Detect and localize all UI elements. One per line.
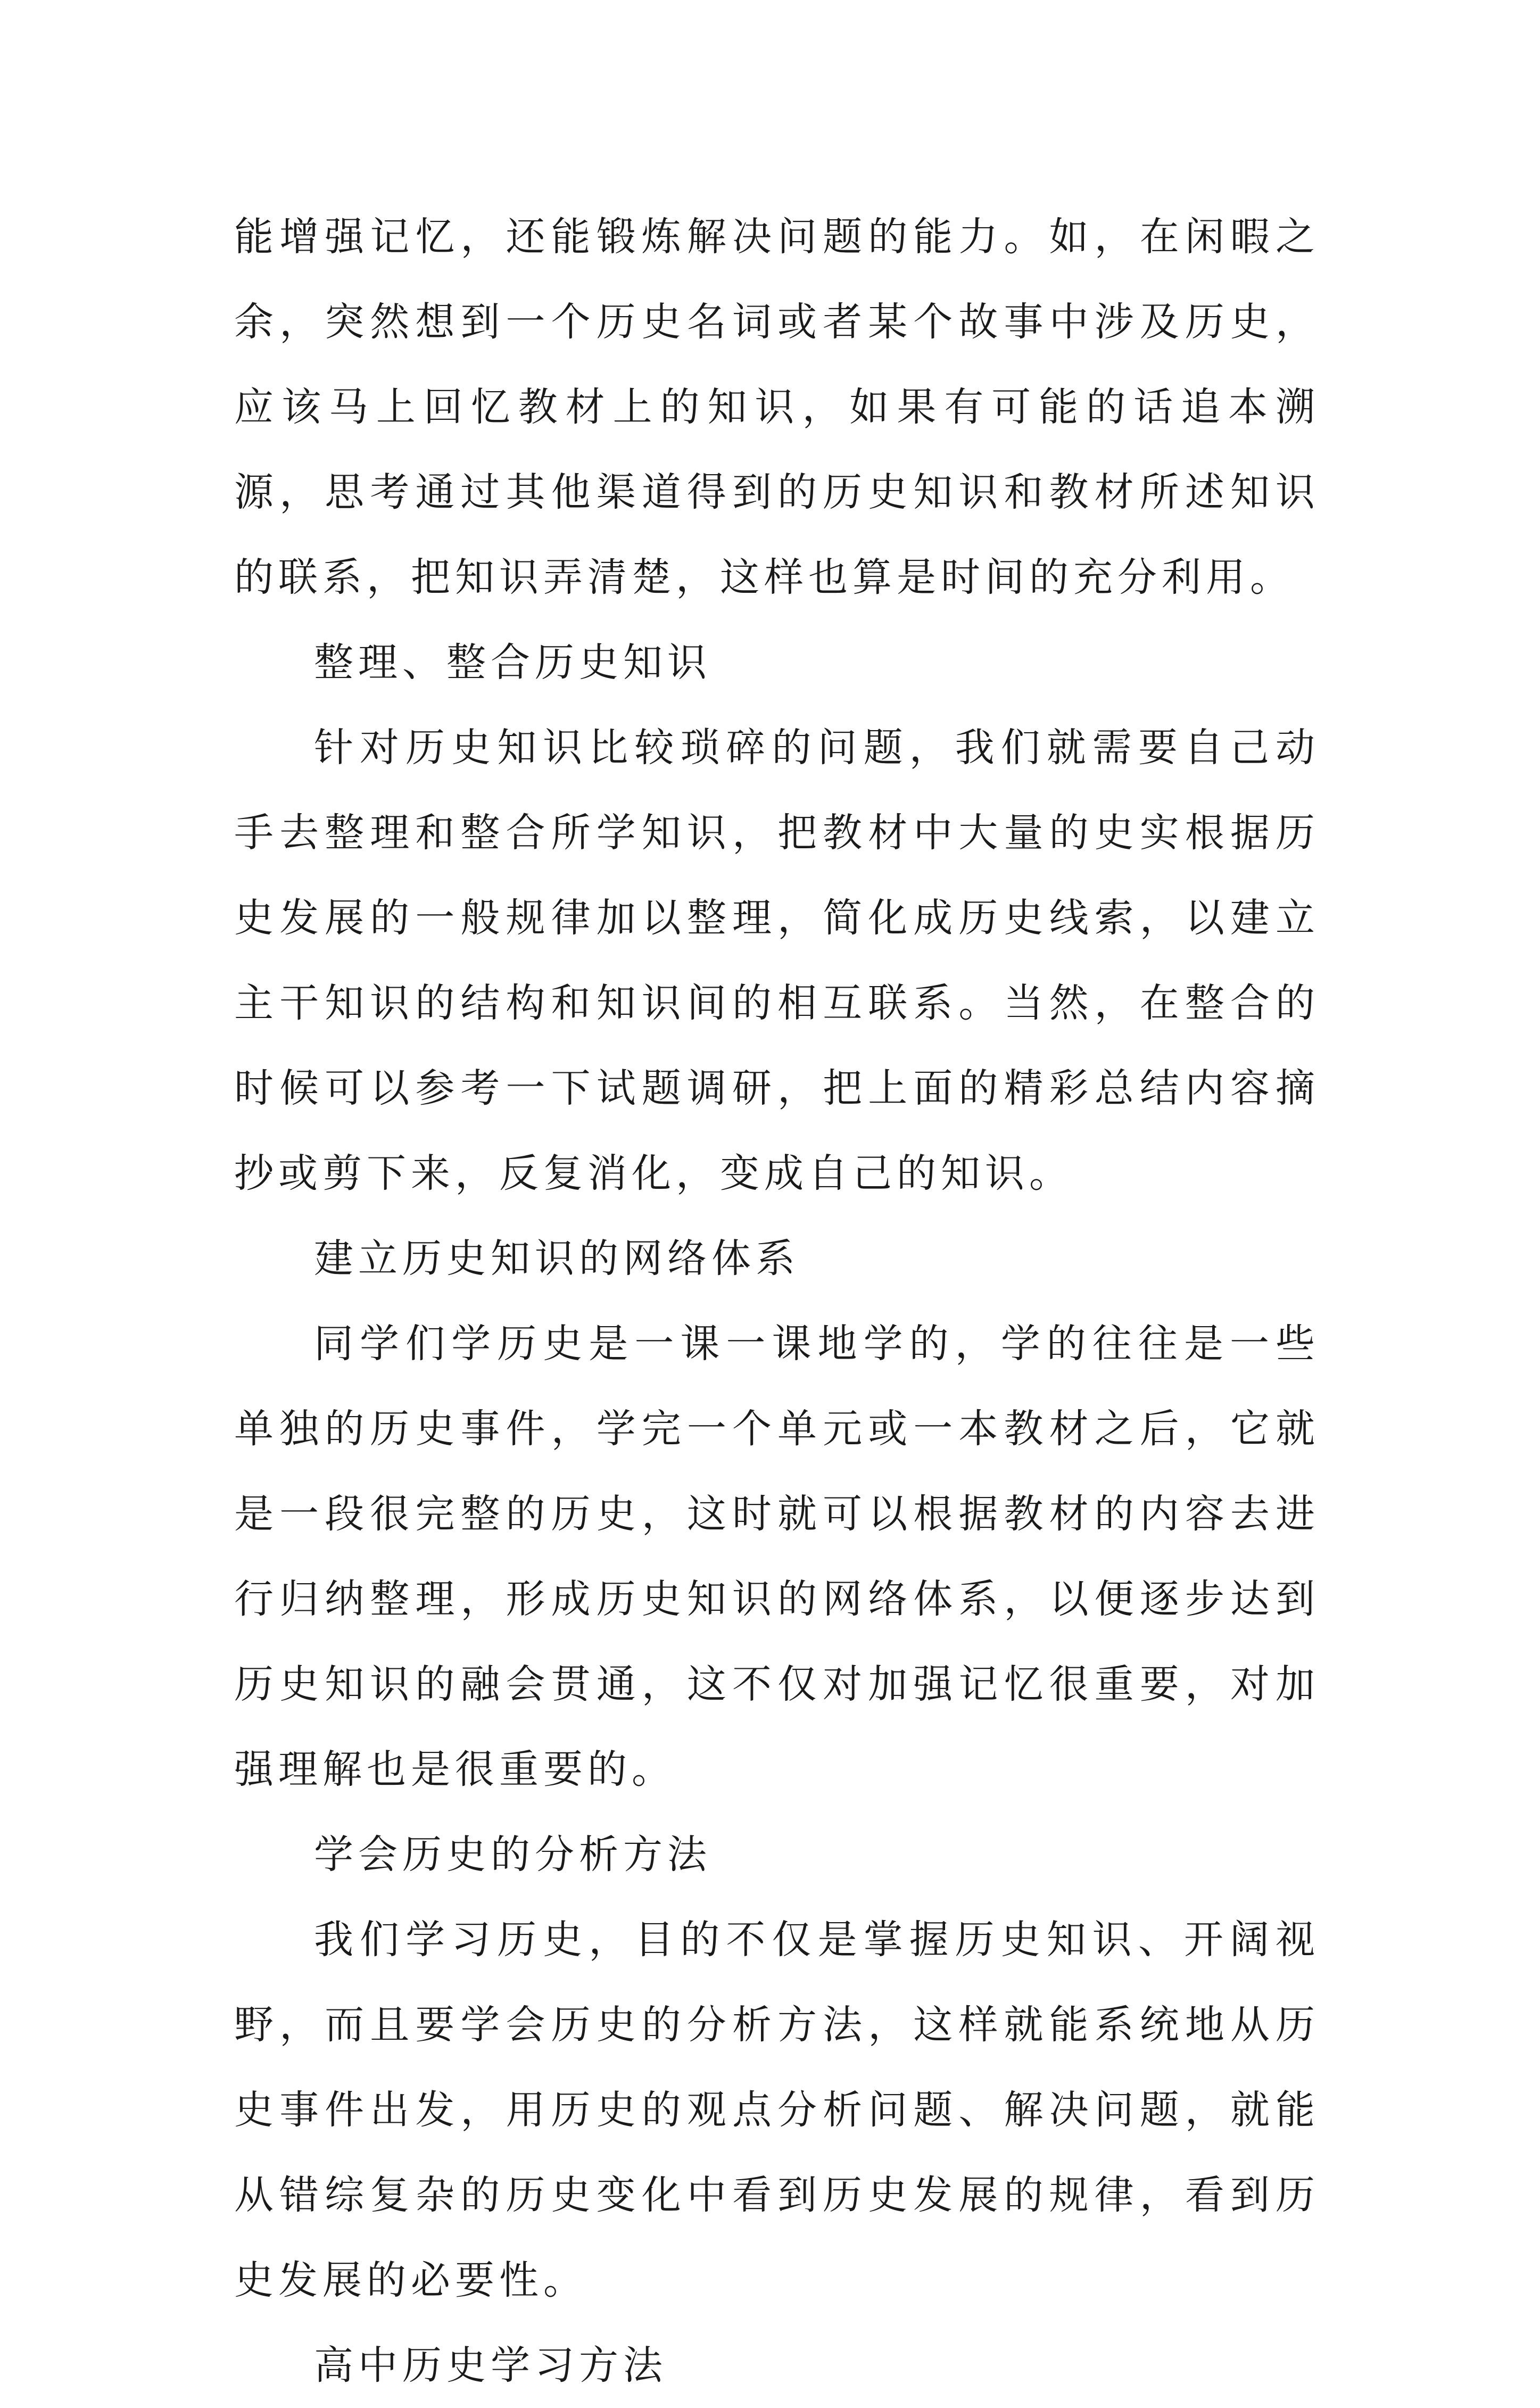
paragraph-network: 同学们学历史是一课一课地学的，学的往往是一些单独的历史事件，学完一个单元或一本教材之后，它就是一段很完整的历史，这时就可以根据教材的内容去进行归纳整理，形成历史知识的网络体系，以便逐步达到历史知识的融会贯通，这不仅对加强记忆很重要，对加强理解也是很重要的。	[234, 1321, 1320, 1792]
document-body	[234, 194, 1320, 2408]
section-heading-methods: 高中历史学习方法	[314, 2343, 667, 2388]
section-heading-organize: 整理、整合历史知识	[314, 640, 711, 685]
paragraph-organize: 针对历史知识比较琐碎的问题，我们就需要自己动手去整理和整合所学知识，把教材中大量的史实根据历史发展的一般规律加以整理，简化成历史线索，以建立主干知识的结构和知识间的相互联系。当然，在整合的时候可以参考一下试题调研，把上面的精彩总结内容摘抄或剪下来，反复消化，变成自己的知识。	[234, 725, 1320, 1196]
paragraph-continued: 能增强记忆，还能锻炼解决问题的能力。如，在闲暇之余，突然想到一个历史名词或者某个故事中涉及历史，应该马上回忆教材上的知识，如果有可能的话追本溯源，思考通过其他渠道得到的历史知识和教材所述知识的联系，把知识弄清楚，这样也算是时间的充分利用。	[234, 214, 1320, 600]
paragraph-analysis: 我们学习历史，目的不仅是掌握历史知识、开阔视野，而且要学会历史的分析方法，这样就能系统地从历史事件出发，用历史的观点分析问题、解决问题，就能从错综复杂的历史变化中看到历史发展的规律，看到历史发展的必要性。	[234, 1917, 1320, 2303]
section-heading-analysis: 学会历史的分析方法	[314, 1832, 711, 1877]
section-heading-network: 建立历史知识的网络体系	[314, 1236, 800, 1281]
